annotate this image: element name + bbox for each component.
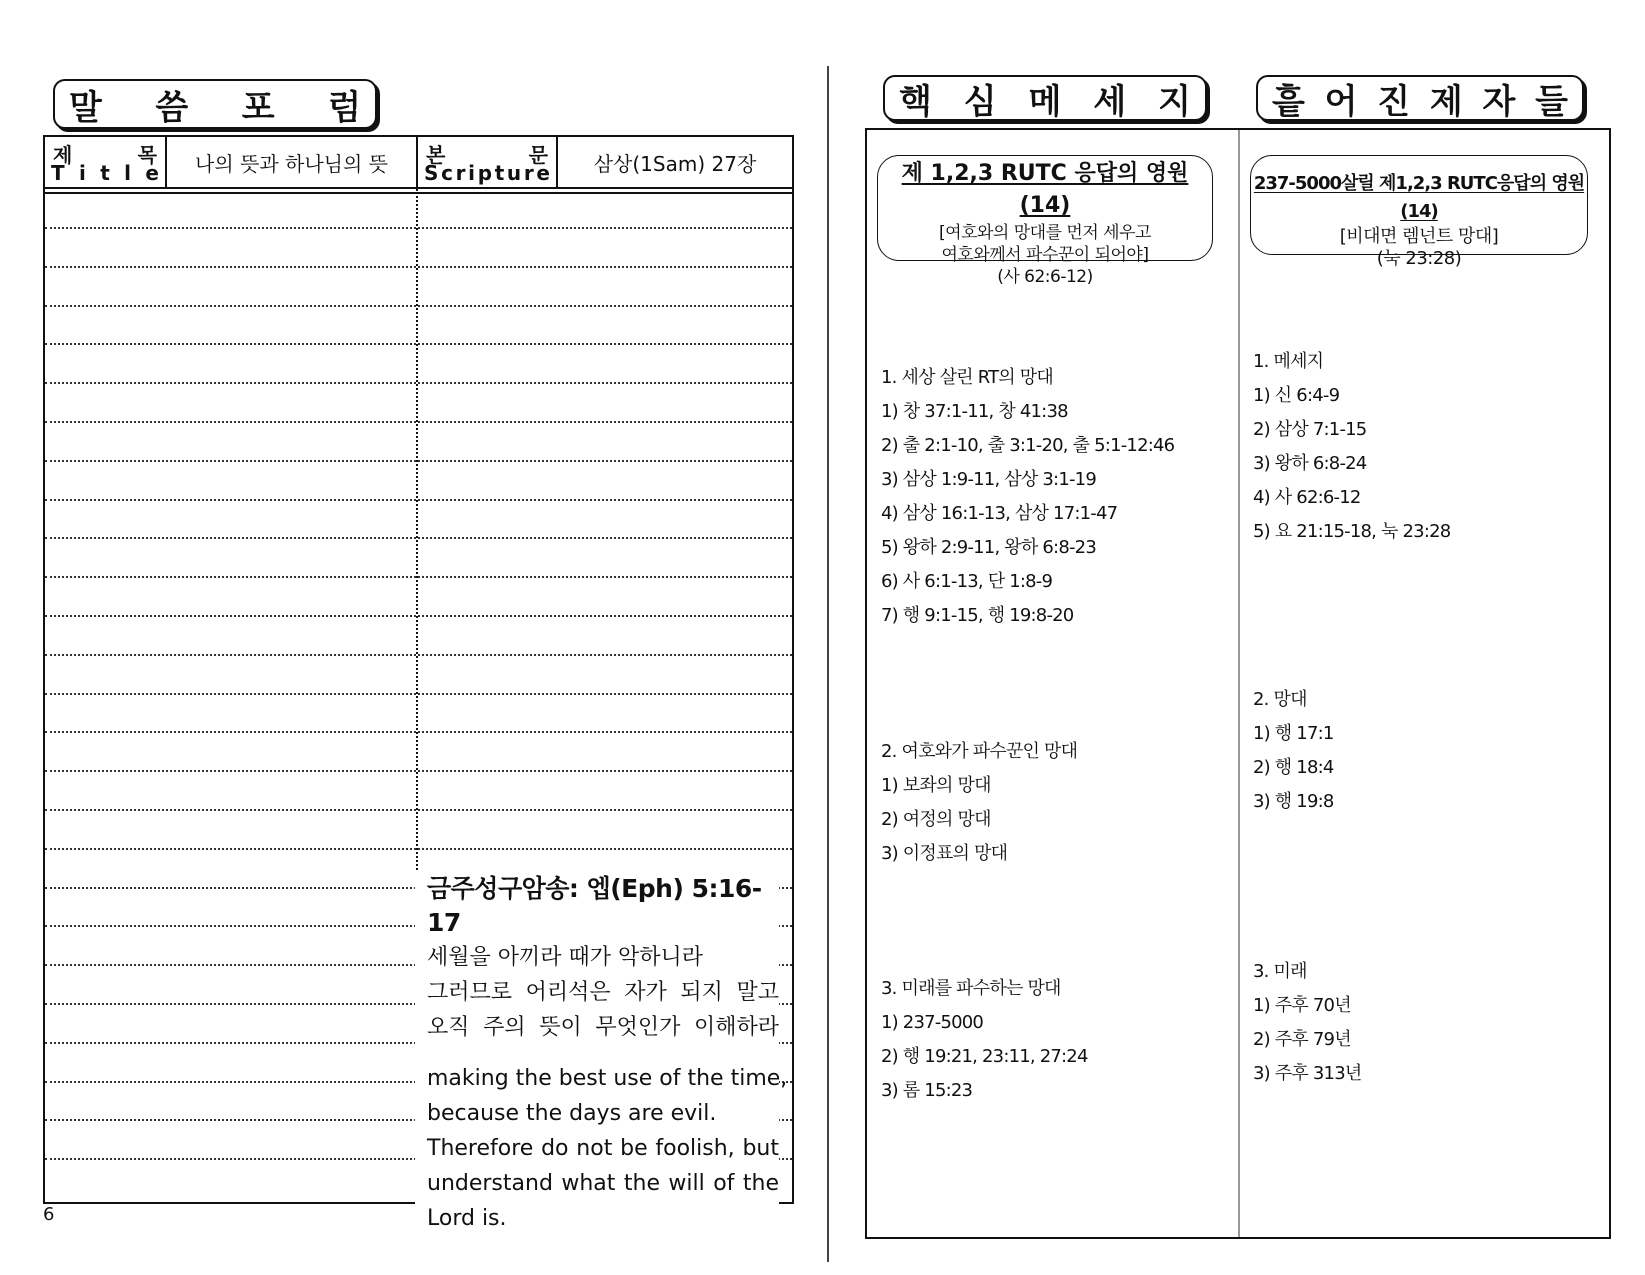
ruled-line [45, 499, 792, 501]
scripture-reference: 삼상(1Sam) 27장 [593, 151, 757, 176]
badge-char: 제 [1429, 81, 1463, 122]
outline-line: 2) 여정의 망대 [881, 809, 991, 830]
memory-verse-english-line: making the best use of the time, [427, 1066, 788, 1091]
outline-line: 3) 이정표의 망대 [881, 843, 1008, 864]
outline-line: 1) 주후 70년 [1253, 995, 1351, 1016]
notes-grid [43, 189, 794, 1231]
message-section-2 [881, 735, 1077, 871]
badge-char: 말 [69, 87, 102, 128]
outline-line: 2) 행 19:21, 23:11, 27:24 [881, 1046, 1088, 1067]
outline-line: 1. 세상 살린 RT의 망대 [881, 367, 1053, 388]
scripture-label-en-char: t [494, 161, 505, 185]
message-column-divider [1238, 130, 1240, 1237]
outline-line: 3) 삼상 1:9-11, 삼상 3:1-19 [881, 469, 1096, 490]
message-title: 제 1,2,3 RUTC 응답의 영원 (14) [901, 161, 1189, 218]
ruled-line [45, 227, 792, 229]
memory-verse-title: 금주성구암송: 엡(Eph) 5:16-17 [427, 874, 762, 937]
scripture-label-en-char: r [523, 161, 534, 185]
outline-line: 3. 미래를 파수하는 망대 [881, 978, 1061, 999]
outline-line: 2) 출 2:1-10, 출 3:1-20, 출 5:1-12:46 [881, 435, 1175, 456]
ruled-line [45, 460, 792, 462]
badge-char: 심 [963, 81, 997, 122]
page-number: 6 [43, 1204, 55, 1225]
scripture-label-en-char: e [536, 161, 550, 185]
ruled-line [45, 421, 792, 423]
ruled-line [45, 305, 792, 307]
outline-line: 6) 사 6:1-13, 단 1:8-9 [881, 571, 1053, 592]
badge-char: 자 [1482, 81, 1516, 122]
title-label-en-char: e [145, 161, 159, 185]
message-section-1 [881, 361, 1174, 633]
badge-char: 세 [1093, 81, 1127, 122]
scripture-label-en-char: p [477, 161, 493, 185]
outline-line: 3) 왕하 6:8-24 [1253, 453, 1367, 474]
ruled-line [45, 809, 792, 811]
badge-char: 흩 [1272, 81, 1305, 122]
scripture-label-en-char: c [441, 161, 453, 185]
scripture-label-ko: 문 [528, 143, 548, 167]
disciples-section-1 [1253, 345, 1450, 549]
message-subtitle-line: 여호와께서 파수꾼이 되어야] [941, 245, 1149, 265]
ruled-line [45, 343, 792, 345]
memory-verse-korean-line: 그러므로 어리석은 자가 되지 말고 [427, 980, 779, 1005]
badge-char: 지 [1158, 81, 1191, 122]
disciples-subtitle-line: (눅 23:28) [1376, 248, 1462, 269]
ruled-line [45, 615, 792, 617]
message-subtitle-line: [여호와의 망대를 먼저 세우고 [939, 223, 1151, 243]
ruled-line [45, 693, 792, 695]
sermon-title: 나의 뜻과 하나님의 뜻 [167, 137, 418, 187]
badge-char: 메 [1028, 81, 1062, 122]
sermon-header-table [43, 135, 794, 189]
outline-line: 5) 요 21:15-18, 눅 23:28 [1253, 521, 1451, 542]
outline-line: 1. 메세지 [1253, 351, 1324, 372]
outline-line: 3) 행 19:8 [1253, 791, 1334, 812]
title-label-en-char: t [100, 161, 110, 185]
ruled-line [45, 731, 792, 733]
outline-line: 2) 삼상 7:1-15 [1253, 419, 1367, 440]
disciples-title-box [1250, 155, 1588, 269]
memory-verse-english-line: understand what the will of the [427, 1171, 779, 1196]
disciples-title: 237-5000살릴 제1,2,3 RUTC응답의 영원(14) [1253, 173, 1585, 222]
memory-verse-korean-line: 오직 주의 뜻이 무엇인가 이해하라 [427, 1015, 779, 1040]
outline-line: 1) 237-5000 [881, 1012, 984, 1033]
outline-line: 7) 행 9:1-15, 행 19:8-20 [881, 605, 1074, 626]
memory-verse-english-line: because the days are evil. [427, 1101, 717, 1126]
badge-char: 어 [1324, 81, 1358, 122]
memory-verse-english-line: Lord is. [427, 1206, 507, 1231]
outline-line: 1) 창 37:1-11, 창 41:38 [881, 401, 1068, 422]
page-spine [827, 66, 829, 1262]
ruled-line [45, 537, 792, 539]
outline-line: 3. 미래 [1253, 961, 1307, 982]
scripture-label-en-char: r [455, 161, 466, 185]
badge-char: 진 [1377, 81, 1411, 122]
outline-line: 2. 망대 [1253, 689, 1307, 710]
outline-line: 3) 주후 313년 [1253, 1063, 1362, 1084]
title-label-cell [45, 137, 167, 187]
ruled-line [45, 848, 792, 850]
badge-char: 럼 [328, 87, 361, 128]
disciples-section-3 [1253, 955, 1361, 1091]
disciples-subtitle-line: [비대면 렘넌트 망대] [1339, 226, 1499, 247]
outline-line: 1) 행 17:1 [1253, 723, 1334, 744]
outline-line: 2) 주후 79년 [1253, 1029, 1351, 1050]
badge-char: 씀 [155, 87, 189, 128]
memory-verse-english-line: Therefore do not be foolish, but [427, 1136, 779, 1161]
ruled-line [45, 382, 792, 384]
ruled-line [45, 770, 792, 772]
message-subtitle-line: (사 62:6-12) [997, 267, 1093, 287]
badge-char: 포 [241, 87, 275, 128]
scripture-label-en-char: i [468, 161, 476, 185]
scripture-label-en-char: S [424, 161, 439, 185]
page-heading-badge [53, 79, 377, 129]
ruled-line [45, 576, 792, 578]
scattered-disciples-badge [1256, 75, 1584, 121]
core-message-badge [883, 75, 1207, 121]
outline-line: 3) 롬 15:23 [881, 1080, 973, 1101]
outline-line: 2. 여호와가 파수꾼인 망대 [881, 741, 1078, 762]
scripture-label-ko: 본 [426, 143, 446, 167]
outline-line: 2) 행 18:4 [1253, 757, 1334, 778]
outline-line: 5) 왕하 2:9-11, 왕하 6:8-23 [881, 537, 1096, 558]
disciples-section-2 [1253, 683, 1334, 819]
scripture-label-en-char: u [506, 161, 522, 185]
scripture-label-cell [418, 137, 558, 187]
title-label-en-char: l [124, 161, 132, 185]
ruled-line [45, 654, 792, 656]
badge-char: 들 [1535, 81, 1568, 122]
outline-line: 1) 신 6:4-9 [1253, 385, 1340, 406]
badge-char: 핵 [899, 81, 932, 122]
outline-line: 1) 보좌의 망대 [881, 775, 991, 796]
message-title-box [877, 155, 1213, 287]
title-label-en-char: i [79, 161, 86, 185]
memory-verse-korean-line: 세월을 아끼라 때가 악하니라 [427, 945, 704, 970]
outline-line: 4) 삼상 16:1-13, 삼상 17:1-47 [881, 503, 1118, 524]
title-label-ko: 목 [137, 143, 157, 167]
message-section-3 [881, 972, 1088, 1108]
message-panel [865, 128, 1611, 1239]
memory-verse-block [415, 872, 788, 1236]
title-label-en-char: T [51, 161, 65, 185]
outline-line: 4) 사 62:6-12 [1253, 487, 1361, 508]
title-label-ko: 제 [53, 143, 73, 167]
ruled-line [45, 266, 792, 268]
